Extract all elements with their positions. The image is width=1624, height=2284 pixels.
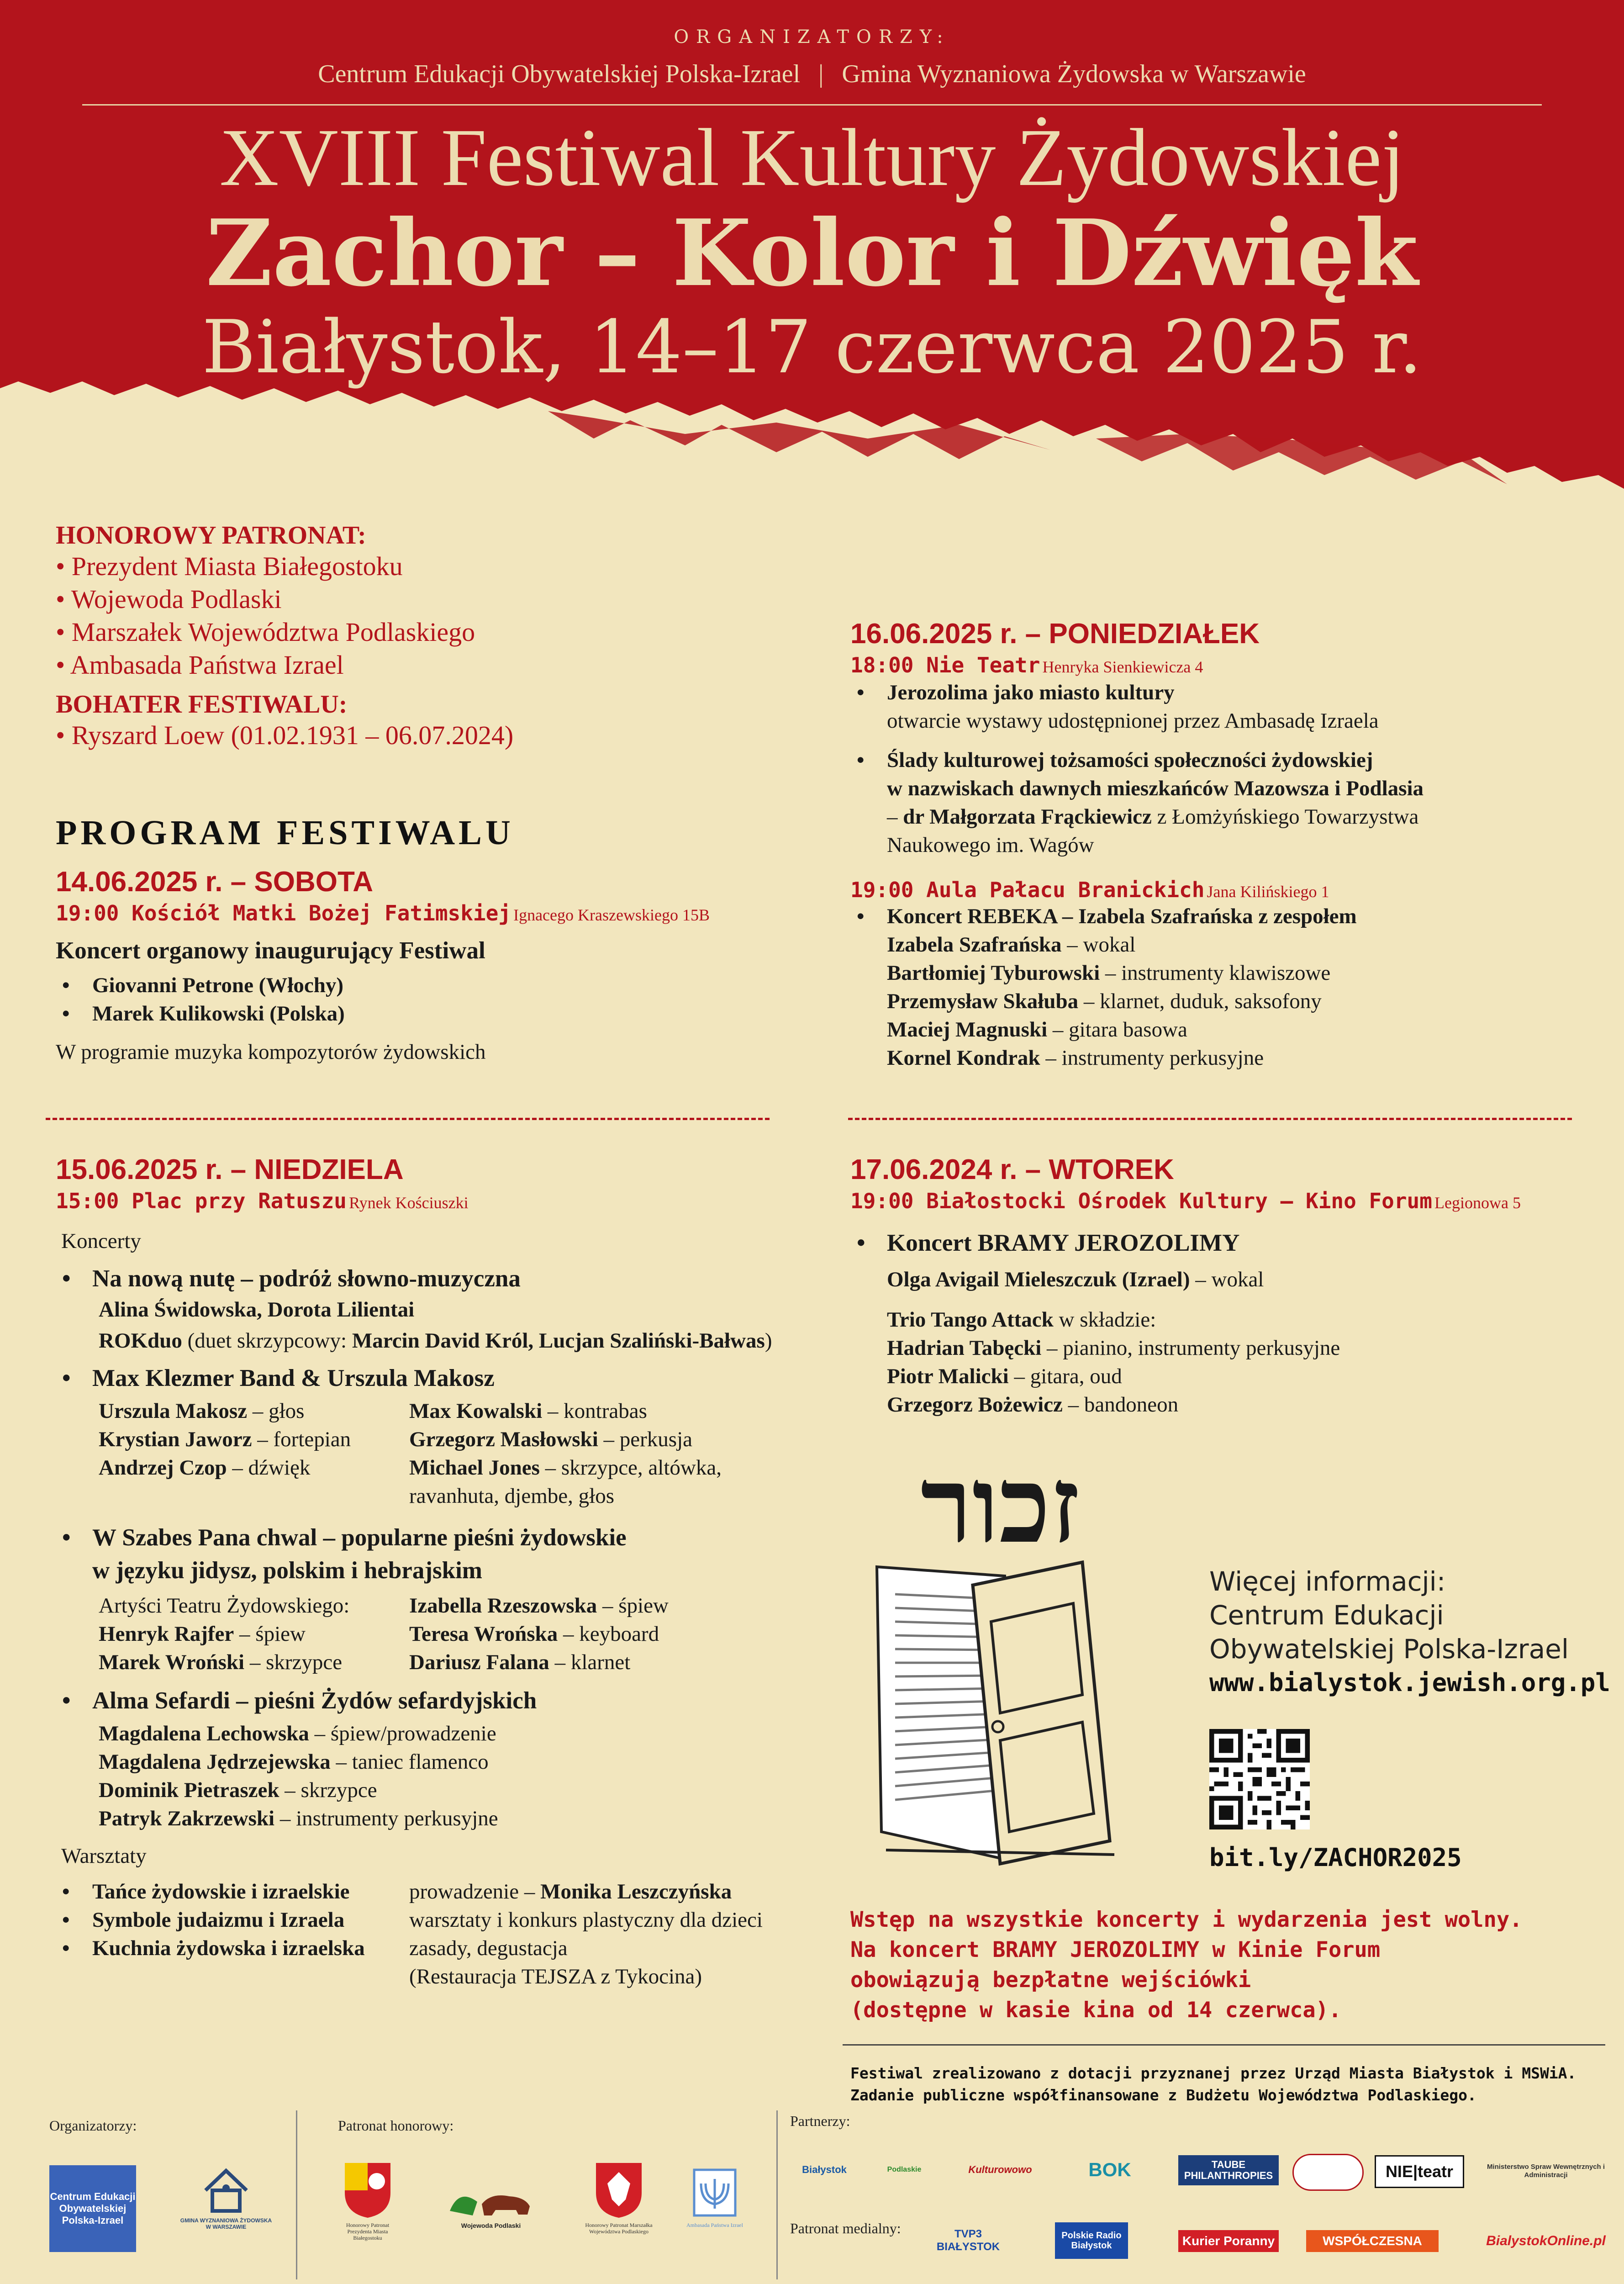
- partner-logo-taube: TAUBE PHILANTHROPIES: [1178, 2155, 1279, 2185]
- day1-date: 14.06.2025 r. – SOBOTA: [56, 866, 374, 898]
- qr-code-icon[interactable]: [1209, 1729, 1310, 1829]
- festival-title: XVIII Festiwal Kultury Żydowskiej: [219, 112, 1405, 203]
- lineup-row: Marek Wroński – skrzypce: [99, 1650, 343, 1674]
- event-desc: otwarcie wystawy udostępnionej przez Ambasadę Izraela: [887, 709, 1379, 733]
- day1-performer: • Giovanni Petrone (Włochy): [56, 971, 796, 999]
- day4-address: Legionowa 5: [1434, 1194, 1521, 1212]
- footer-divider: [776, 2110, 778, 2279]
- lineup-row: Dariusz Falana – klarnet: [409, 1650, 631, 1674]
- event-title: • Koncert REBEKA – Izabela Szafrańska z zespołem: [850, 902, 1590, 931]
- lineup-row: Magdalena Jędrzejewska – taniec flamenco: [99, 1750, 489, 1774]
- media-logo-radio: Polskie Radio Białystok: [1055, 2222, 1128, 2259]
- day1-concert: Koncert organowy inaugurujący Festiwal: [56, 937, 485, 964]
- footer-divider: [296, 2110, 297, 2279]
- lineup-row: Max Kowalski – kontrabas: [409, 1399, 647, 1423]
- media-logo-kurier: Kurier Poranny: [1178, 2230, 1279, 2252]
- lineup-row: ravanhuta, djembe, głos: [409, 1484, 614, 1508]
- footer-honorary-label: Patronat honorowy:: [338, 2117, 454, 2134]
- concert-lineup: [56, 1397, 805, 1510]
- day1-note: W programie muzyka kompozytorów żydowskich: [56, 1040, 486, 1064]
- door-illustration: [868, 1558, 1123, 1868]
- workshop-desc: warsztaty i konkurs plastyczny dla dzieci: [409, 1908, 763, 1932]
- menorah-emblem-icon: [690, 2165, 740, 2220]
- organizer-2: Gmina Wyznaniowa Żydowska w Warszawie: [842, 60, 1306, 88]
- free-entry-line: Na koncert BRAMY JEROZOLIMY w Kinie Forum: [850, 1937, 1381, 1962]
- day3-address-2: Jana Kilińskiego 1: [1207, 883, 1329, 901]
- patronage-item: • Wojewoda Podlaski: [56, 584, 282, 614]
- media-logo-wspolczesna: WSPÓŁCZESNA: [1306, 2230, 1439, 2252]
- workshop-title: • Symbole judaizmu i Izraela: [56, 1906, 409, 1934]
- patronage-item: • Marszałek Województwa Podlaskiego: [56, 617, 475, 647]
- patronage-item: • Prezydent Miasta Białegostoku: [56, 551, 403, 581]
- day4-venue: 19:00 Białostocki Ośrodek Kultury – Kino Forum: [850, 1189, 1432, 1213]
- day1-performer: • Marek Kulikowski (Polska): [56, 999, 796, 1028]
- day2-address: Rynek Kościuszki: [349, 1194, 469, 1212]
- partner-logo-restaurant: [1292, 2154, 1364, 2191]
- lineup-row: Patryk Zakrzewski – instrumenty perkusyjne: [99, 1807, 498, 1830]
- lineup-row: Przemysław Skałuba – klarnet, duduk, saksofony: [887, 989, 1322, 1013]
- workshop-desc: zasady, degustacja: [409, 1936, 568, 1960]
- organizers-label: ORGANIZATORZY:: [674, 26, 950, 48]
- eagle-shield-icon: [594, 2161, 644, 2220]
- lineup-row: Henryk Rajfer – śpiew: [99, 1622, 306, 1646]
- free-entry-notice: [850, 1905, 1599, 2025]
- concert-lineup: [56, 1591, 805, 1676]
- day4-date: 17.06.2024 r. – WTOREK: [850, 1154, 1174, 1185]
- partner-logo-bialystok: Białystok: [802, 2164, 847, 2175]
- event-title: • Koncert BRAMY JEROZOLIMY: [850, 1229, 1608, 1257]
- free-entry-line: Wstęp na wszystkie koncerty i wydarzenia jest wolny.: [850, 1907, 1523, 1932]
- hero-item: • Ryszard Loew (01.02.1931 – 06.07.2024): [56, 720, 514, 750]
- day3-date: 16.06.2025 r. – PONIEDZIAŁEK: [850, 618, 1260, 650]
- partner-logo-podlaskie: Podlaskie: [887, 2166, 922, 2173]
- marshal-logo: Honorowy Patronat Marszałka Województwa Podlaskiego: [585, 2161, 653, 2235]
- separator: |: [818, 60, 824, 88]
- patronage-item: • Ambasada Państwa Izrael: [56, 650, 344, 680]
- lineup-row: Artyści Teatru Żydowskiego:: [99, 1594, 350, 1618]
- program-heading: PROGRAM FESTIWALU: [56, 814, 514, 852]
- day2-date: 15.06.2025 r. – NIEDZIELA: [56, 1154, 404, 1185]
- lineup-row: Kornel Kondrak – instrumenty perkusyjne: [887, 1046, 1264, 1070]
- workshop-note: (Restauracja TEJSZA z Tykocina): [409, 1965, 702, 1988]
- ceo-logo: Centrum Edukacji Obywatelskiej Polska-Izrael: [49, 2165, 136, 2252]
- workshops-list: [56, 1877, 805, 1991]
- footer-organizers-label: Organizatorzy:: [49, 2117, 137, 2134]
- concert-title: • Max Klezmer Band & Urszula Makosz: [56, 1364, 805, 1392]
- day1-venue: 19:00 Kościół Matki Bożej Fatimskiej: [56, 901, 511, 925]
- day2-venue: 15:00 Plac przy Ratuszu: [56, 1189, 347, 1213]
- lineup-row: Bartłomiej Tyburowski – instrumenty klawiszowe: [887, 961, 1331, 985]
- day1-section: [56, 866, 796, 1066]
- lineup-row: Piotr Malicki – gitara, oud: [887, 1364, 1122, 1388]
- divider-right: [848, 1118, 1572, 1120]
- concert-performers: Alina Świdowska, Dorota Lilientai: [99, 1298, 415, 1322]
- funding-line: Festiwal zrealizowano z dotacji przyznanej przez Urząd Miasta Białystok i MSWiA.: [850, 2064, 1577, 2082]
- concerts-label: Koncerty: [61, 1229, 141, 1253]
- lineup-row: Urszula Makosz – głos: [99, 1399, 305, 1423]
- lineup-row: Krystian Jaworz – fortepian: [99, 1428, 351, 1451]
- trio: Trio Tango Attack w składzie:: [887, 1308, 1156, 1332]
- funding-line: Zadanie publiczne współfinansowane z Budżetu Województwa Podlaskiego.: [850, 2086, 1476, 2104]
- hero-heading: BOHATER FESTIWALU:: [56, 690, 348, 719]
- lineup-row: Teresa Wrońska – keyboard: [409, 1622, 659, 1646]
- info-line: Więcej informacji:: [1209, 1566, 1446, 1597]
- patronage-heading: HONOROWY PATRONAT:: [56, 521, 366, 550]
- event-desc: – dr Małgorzata Frąckiewicz z Łomżyńskiego Towarzystwa Naukowego im. Wagów: [887, 805, 1419, 857]
- funding-divider: [843, 2044, 1605, 2046]
- house-icon: [201, 2165, 251, 2215]
- workshops-label: Warsztaty: [61, 1844, 147, 1868]
- lineup-row: Grzegorz Masłowski – perkusja: [409, 1428, 692, 1451]
- lineup-row: Andrzej Czop – dźwięk: [99, 1456, 311, 1480]
- workshop-title: • Kuchnia żydowska i izraelska: [56, 1934, 409, 1962]
- free-entry-line: obowiązują bezpłatne wejściówki: [850, 1967, 1251, 1993]
- day2-section: [56, 1153, 805, 1991]
- media-logo-tvp3: TVP3 BIAŁYSTOK: [936, 2228, 1000, 2253]
- day4-section: [850, 1153, 1608, 1419]
- free-entry-line: (dostępne w kasie kina od 14 czerwca).: [850, 1998, 1342, 2023]
- organizer-1: Centrum Edukacji Obywatelskiej Polska-Izrael: [318, 60, 801, 88]
- concert-lineup: [850, 1334, 1608, 1419]
- patronage-section: [56, 521, 786, 752]
- lineup-row: Grzegorz Bożewicz – bandoneon: [887, 1393, 1179, 1417]
- bison-icon: [441, 2184, 541, 2220]
- festival-subtitle: Zachor – Kolor i Dźwięk: [206, 200, 1418, 307]
- concert-performers: ROKduo (duet skrzypcowy: Marcin David Król, Lucjan Szaliński-Bałwas): [99, 1329, 772, 1353]
- hebrew-zachor: זכור: [920, 1443, 1080, 1567]
- lineup-row: Izabela Szafrańska – wokal: [887, 933, 1136, 957]
- day1-address: Ignacego Kraszewskiego 15B: [513, 906, 710, 924]
- israel-embassy-logo: Ambasada Państwa Izrael: [685, 2165, 744, 2229]
- info-line: Centrum Edukacji: [1209, 1600, 1444, 1631]
- media-logo-bialystokonline: BialystokOnline.pl: [1486, 2233, 1606, 2248]
- partner-logo-mswia: Ministerstwo Spraw Wewnętrznych i Administracji: [1487, 2162, 1605, 2179]
- day3-venue-1: 18:00 Nie Teatr: [850, 653, 1040, 677]
- info-block: [1209, 1565, 1610, 1700]
- info-url-link[interactable]: www.bialystok.jewish.org.pl: [1209, 1668, 1610, 1697]
- lineup-row: Magdalena Lechowska – śpiew/prowadzenie: [99, 1722, 496, 1745]
- lineup-row: Hadrian Tabęcki – pianino, instrumenty perkusyjne: [887, 1336, 1340, 1360]
- day3-section: [850, 618, 1590, 1072]
- info-line: Obywatelskiej Polska-Izrael: [1209, 1634, 1569, 1665]
- lineup-row: Michael Jones – skrzypce, altówka,: [409, 1456, 722, 1480]
- header-divider: [82, 104, 1542, 106]
- bialystok-mayor-logo: Honorowy Patronat Prezydenta Miasta Białegostoku: [338, 2161, 397, 2241]
- singer: Olga Avigail Mieleszczuk (Izrael) – wokal: [887, 1268, 1264, 1291]
- footer-media-label: Patronat medialny:: [790, 2220, 901, 2236]
- wojewoda-logo: Wojewoda Podlaski: [438, 2184, 543, 2229]
- concert-title: • Alma Sefardi – pieśni Żydów sefardyjskich: [56, 1687, 805, 1715]
- lineup-row: Dominik Pietraszek – skrzypce: [99, 1778, 377, 1802]
- partner-logo-nieteatr: NIE|teatr: [1375, 2155, 1464, 2188]
- lineup-row: Maciej Magnuski – gitara basowa: [887, 1018, 1187, 1042]
- day3-address-1: Henryka Sienkiewicza 4: [1042, 658, 1203, 676]
- partner-logo-bok: BOK: [1088, 2159, 1131, 2180]
- coat-of-arms-icon: [343, 2161, 393, 2220]
- concert-title: • Na nową nutę – podróż słowno-muzyczna: [56, 1264, 805, 1293]
- event-title: • Jerozolima jako miasto kultury: [850, 678, 1590, 707]
- festival-place-date: Białystok, 14–17 czerwca 2025 r.: [202, 304, 1422, 390]
- lineup-row: Izabella Rzeszowska – śpiew: [409, 1594, 669, 1618]
- short-url-link[interactable]: bit.ly/ZACHOR2025: [1209, 1843, 1462, 1872]
- funding-note: [850, 2062, 1618, 2106]
- concert-title: • W Szabes Pana chwal – popularne pieśni żydowskie w języku jidysz, polskim i hebrajskim: [56, 1521, 805, 1587]
- footer-partners-label: Partnerzy:: [790, 2113, 850, 2129]
- event-title: • Ślady kulturowej tożsamości społeczności żydowskiej w nazwiskach dawnych mieszkańców Mazowsza i Podlasia: [850, 746, 1590, 803]
- gwz-logo: GMINA WYZNANIOWA ŻYDOWSKA W WARSZAWIE: [178, 2165, 274, 2230]
- concert-lineup: [850, 931, 1590, 1072]
- workshop-desc: prowadzenie – Monika Leszczyńska: [409, 1880, 732, 1903]
- workshop-title: • Tańce żydowskie i izraelskie: [56, 1877, 409, 1906]
- concert-lineup: [56, 1719, 805, 1833]
- organizers-line: [0, 59, 1624, 89]
- divider-left: [46, 1118, 770, 1120]
- day3-venue-2: 19:00 Aula Pałacu Branickich: [850, 878, 1205, 902]
- partner-logo-kulturowowo: Kulturowowo: [968, 2164, 1032, 2175]
